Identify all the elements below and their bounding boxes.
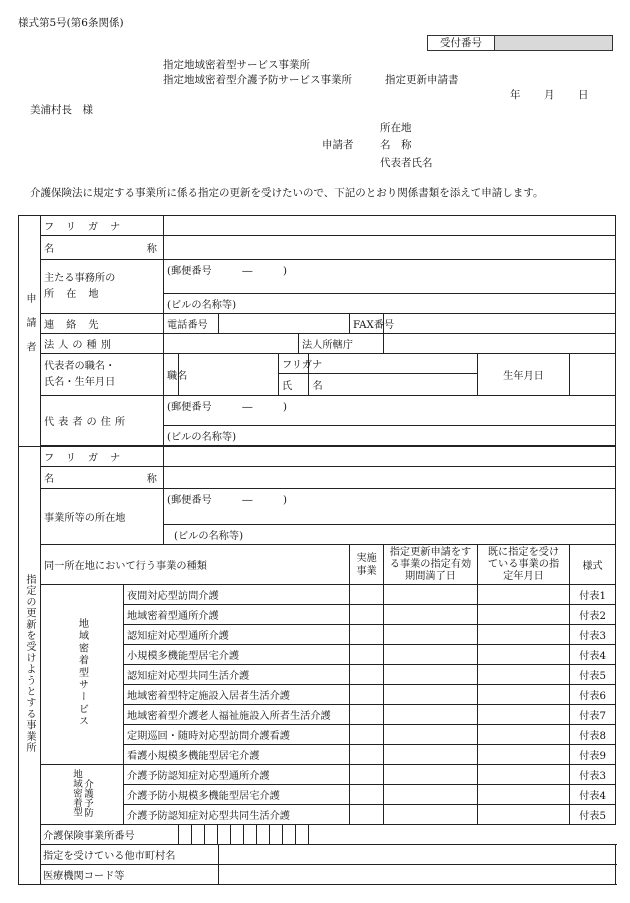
corp-type-field[interactable] — [164, 334, 299, 354]
service-row: 地域密着型介護老人福祉施設入所者生活介護 — [124, 705, 350, 725]
applicant-name-label: 名 称 — [380, 139, 412, 151]
applicant-name-field[interactable] — [164, 236, 616, 260]
service-prev-cell[interactable] — [478, 685, 570, 705]
service-form: 付表3 — [570, 625, 616, 645]
col-prev-header: 既に指定を受けている事業の指定年月日 — [478, 545, 570, 585]
service-expiry-cell[interactable] — [384, 765, 478, 785]
rep-name-label: 氏 名 — [279, 374, 309, 396]
office-postal-field[interactable]: (郵便番号 ― ) — [164, 260, 616, 294]
service-impl-cell[interactable] — [350, 645, 384, 665]
phone-label: 電話番号 — [164, 314, 219, 334]
service-form: 付表4 — [570, 645, 616, 665]
service-row: 小規模多機能型居宅介護 — [124, 645, 350, 665]
contact-label: 連絡先 — [41, 314, 164, 334]
office-building-field[interactable]: (ビルの名称等) — [164, 294, 616, 314]
facility-postal-field[interactable]: (郵便番号 ― ) — [164, 489, 616, 525]
prevent-service-row: 介護予防認知症対応型共同生活介護 — [124, 805, 350, 825]
date-day: 日 — [578, 89, 589, 101]
other-city-label: 指定を受けている他市町村名 — [41, 845, 219, 865]
rep-furigana-field[interactable] — [309, 354, 478, 374]
facility-name-field[interactable] — [164, 467, 616, 489]
service-form: 付表8 — [570, 725, 616, 745]
service-row: 夜間対応型訪問介護 — [124, 585, 350, 605]
service-prev-cell[interactable] — [478, 645, 570, 665]
service-row: 地域密着型特定施設入居者生活介護 — [124, 685, 350, 705]
service-impl-cell[interactable] — [350, 805, 384, 825]
title-suffix: 指定更新申請書 — [385, 74, 459, 86]
date-year: 年 — [510, 89, 521, 101]
facility-furigana-label: フリガナ — [41, 447, 164, 467]
rep-building-field[interactable]: (ビルの名称等) — [164, 426, 616, 446]
service-prev-cell[interactable] — [478, 625, 570, 645]
service-form: 付表2 — [570, 605, 616, 625]
service-impl-cell[interactable] — [350, 785, 384, 805]
service-prev-cell[interactable] — [478, 745, 570, 765]
date-month: 月 — [544, 89, 555, 101]
title-line-1: 指定地域密着型サービス事業所 — [163, 59, 310, 71]
application-table — [18, 215, 616, 885]
service-expiry-cell[interactable] — [384, 585, 478, 605]
rep-postal-field[interactable]: (郵便番号 ― ) — [164, 396, 616, 426]
phone-field[interactable] — [219, 314, 350, 334]
services-header: 同一所在地において行う事業の種類 — [41, 545, 350, 585]
service-form: 付表6 — [570, 685, 616, 705]
corp-authority-field[interactable] — [384, 334, 616, 354]
fax-field[interactable] — [384, 314, 616, 334]
service-prev-cell[interactable] — [478, 805, 570, 825]
service-row: 看護小規模多機能型居宅介護 — [124, 745, 350, 765]
facility-furigana-field[interactable] — [164, 447, 616, 467]
prevent-group-label: 地域密着型介護予防 — [41, 765, 124, 825]
service-form: 付表9 — [570, 745, 616, 765]
service-expiry-cell[interactable] — [384, 625, 478, 645]
service-impl-cell[interactable] — [350, 625, 384, 645]
col-expiry-header: 指定更新申請をする事業の指定有効期間満了日 — [384, 545, 478, 585]
applicant-name-label: 名称 — [41, 236, 164, 260]
form-number: 様式第5号(第6条関係) — [18, 17, 124, 29]
service-prev-cell[interactable] — [478, 605, 570, 625]
service-form: 付表4 — [570, 785, 616, 805]
rep-title-field[interactable] — [179, 354, 279, 396]
fax-label: FAX番号 — [350, 314, 384, 334]
receipt-number-label: 受付番号 — [440, 37, 482, 49]
corp-authority-label: 法人所轄庁 — [299, 334, 384, 354]
service-expiry-cell[interactable] — [384, 645, 478, 665]
service-expiry-cell[interactable] — [384, 745, 478, 765]
service-impl-cell[interactable] — [350, 685, 384, 705]
service-expiry-cell[interactable] — [384, 665, 478, 685]
service-form: 付表7 — [570, 705, 616, 725]
rep-info-label: 代表者の職名・ 氏名・生年月日 — [41, 354, 164, 396]
facility-section-label: 指定の更新を受けようとする事業所 — [19, 447, 41, 885]
rep-name-field[interactable] — [309, 374, 478, 396]
service-impl-cell[interactable] — [350, 605, 384, 625]
receipt-number-field[interactable] — [495, 36, 612, 50]
rep-address-label: 代表者の住所 — [41, 396, 164, 446]
facility-name-label: 名称 — [41, 467, 164, 489]
service-row: 地域密着型通所介護 — [124, 605, 350, 625]
service-form: 付表3 — [570, 765, 616, 785]
service-impl-cell[interactable] — [350, 725, 384, 745]
birth-field[interactable] — [570, 354, 616, 396]
medical-code-label: 医療機関コード等 — [41, 865, 219, 885]
applicant-label: 申請者 — [322, 139, 354, 151]
applicant-rep-label: 代表者氏名 — [380, 157, 433, 169]
service-row: 定期巡回・随時対応型訪問介護看護 — [124, 725, 350, 745]
office-address-label: 主たる事務所の 所在地 — [41, 260, 164, 314]
prevent-service-row: 介護予防認知症対応型通所介護 — [124, 765, 350, 785]
title-line-2: 指定地域密着型介護予防サービス事業所 — [163, 74, 352, 86]
other-city-field[interactable] — [219, 845, 616, 865]
corp-type-label: 法人の種別 — [41, 334, 164, 354]
service-form: 付表5 — [570, 805, 616, 825]
service-row: 認知症対応型共同生活介護 — [124, 665, 350, 685]
service-expiry-cell[interactable] — [384, 805, 478, 825]
service-prev-cell[interactable] — [478, 705, 570, 725]
service-row: 認知症対応型通所介護 — [124, 625, 350, 645]
service-impl-cell[interactable] — [350, 765, 384, 785]
service-expiry-cell[interactable] — [384, 725, 478, 745]
service-impl-cell[interactable] — [350, 585, 384, 605]
service-expiry-cell[interactable] — [384, 605, 478, 625]
birth-label: 生年月日 — [478, 354, 570, 396]
service-expiry-cell[interactable] — [384, 685, 478, 705]
service-prev-cell[interactable] — [478, 765, 570, 785]
rep-title-label: 職名 — [164, 354, 179, 396]
community-group-label: 地域密着型サービス — [41, 585, 124, 765]
col-form-header: 様式 — [570, 545, 616, 585]
service-form: 付表5 — [570, 665, 616, 685]
service-prev-cell[interactable] — [478, 785, 570, 805]
service-prev-cell[interactable] — [478, 585, 570, 605]
service-impl-cell[interactable] — [350, 705, 384, 725]
service-expiry-cell[interactable] — [384, 785, 478, 805]
receipt-number-box — [427, 35, 613, 51]
col-impl-header: 実施事業 — [350, 545, 384, 585]
service-prev-cell[interactable] — [478, 665, 570, 685]
service-impl-cell[interactable] — [350, 665, 384, 685]
prevent-service-row: 介護予防小規模多機能型居宅介護 — [124, 785, 350, 805]
service-impl-cell[interactable] — [350, 745, 384, 765]
applicant-address-label: 所在地 — [380, 122, 412, 134]
facility-location-label: 事業所等の所在地 — [41, 489, 164, 545]
addressee: 美浦村長 様 — [30, 104, 93, 116]
rep-furigana-label: フリガナ — [279, 354, 309, 374]
service-form: 付表1 — [570, 585, 616, 605]
applicant-furigana-field[interactable] — [164, 216, 616, 236]
applicant-section-label: 申請者 — [19, 216, 41, 447]
service-expiry-cell[interactable] — [384, 705, 478, 725]
applicant-furigana-label: フリガナ — [41, 216, 164, 236]
service-prev-cell[interactable] — [478, 725, 570, 745]
statement: 介護保険法に規定する事業所に係る指定の更新を受けたいので、下記のとおり関係書類を添えて申請します。 — [30, 187, 544, 199]
insurer-number-label: 介護保険事業所番号 — [41, 825, 179, 845]
medical-code-field[interactable] — [219, 865, 616, 885]
facility-building-field[interactable]: (ビルの名称等) — [164, 525, 616, 545]
insurer-number-field[interactable] — [179, 825, 309, 845]
